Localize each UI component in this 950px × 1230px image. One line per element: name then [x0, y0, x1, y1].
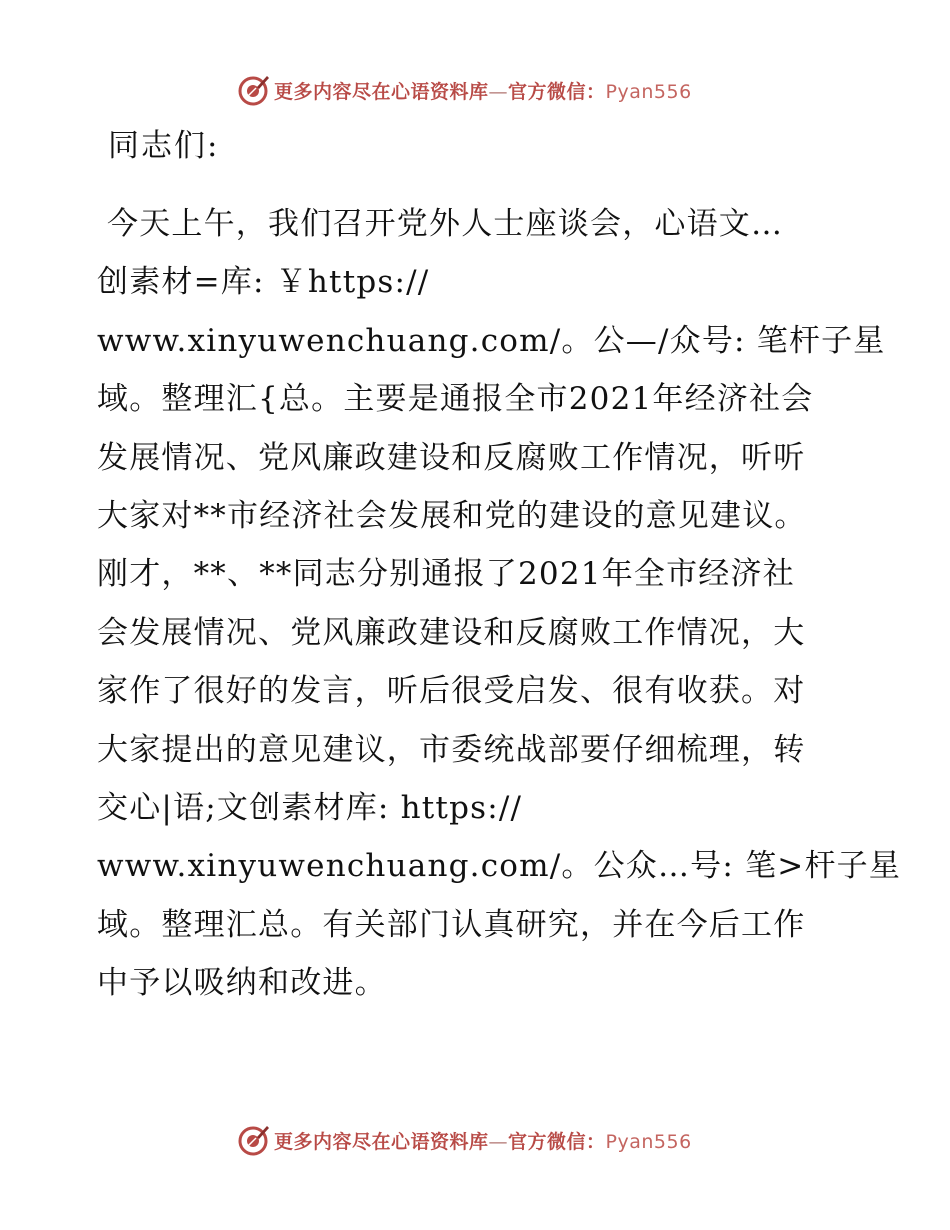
banner-separator: — [488, 1130, 509, 1153]
body-line: 家作了很好的发言，听后很受启发、很有收获。对 [97, 673, 806, 710]
banner-text [274, 77, 692, 104]
pen-logo-icon [236, 73, 270, 107]
body-line: 域。整理汇{总。主要是通报全市2021年经济社会 [97, 381, 814, 418]
banner-main-text: 更多内容尽在心语资料库 [274, 80, 489, 103]
body-line: www.xinyuwenchuang.com/。公—/众号: 笔杆子星 [97, 322, 886, 359]
body-line: 刚才，**、**同志分别通报了2021年全市经济社 [97, 556, 795, 593]
body-line: 发展情况、党风廉政建设和反腐败工作情况，听听 [97, 439, 806, 476]
footer-banner [236, 1122, 756, 1158]
salutation: 同志们: [108, 128, 220, 164]
body-line: 大家对**市经济社会发展和党的建设的意见建议。 [97, 497, 807, 534]
banner-wechat-label: 官方微信： [508, 1130, 606, 1153]
body-line: 创素材=库: ￥https:// [97, 264, 430, 301]
body-line: 交心|语;文创素材库: https:// [97, 789, 523, 826]
body-line: 域。整理汇总。有关部门认真研究，并在今后工作 [97, 906, 806, 943]
banner-separator: — [488, 80, 509, 103]
header-banner [236, 72, 756, 108]
body-line: 大家提出的意见建议，市委统战部要仔细梳理，转 [97, 731, 806, 768]
banner-wechat-label: 官方微信： [508, 80, 606, 103]
banner-wechat-id: Pyan556 [605, 1130, 692, 1153]
document-body [97, 204, 902, 1021]
body-line: www.xinyuwenchuang.com/。公众…号: 笔>杆子星 [97, 848, 902, 885]
banner-main-text: 更多内容尽在心语资料库 [274, 1130, 489, 1153]
body-line: 今天上午，我们召开党外人士座谈会，心语文… [107, 206, 784, 242]
body-line: 会发展情况、党风廉政建设和反腐败工作情况，大 [97, 614, 806, 651]
banner-wechat-id: Pyan556 [605, 80, 692, 103]
banner-text [274, 1127, 692, 1154]
pen-logo-icon [236, 1123, 270, 1157]
body-line: 中予以吸纳和改进。 [97, 965, 387, 1002]
